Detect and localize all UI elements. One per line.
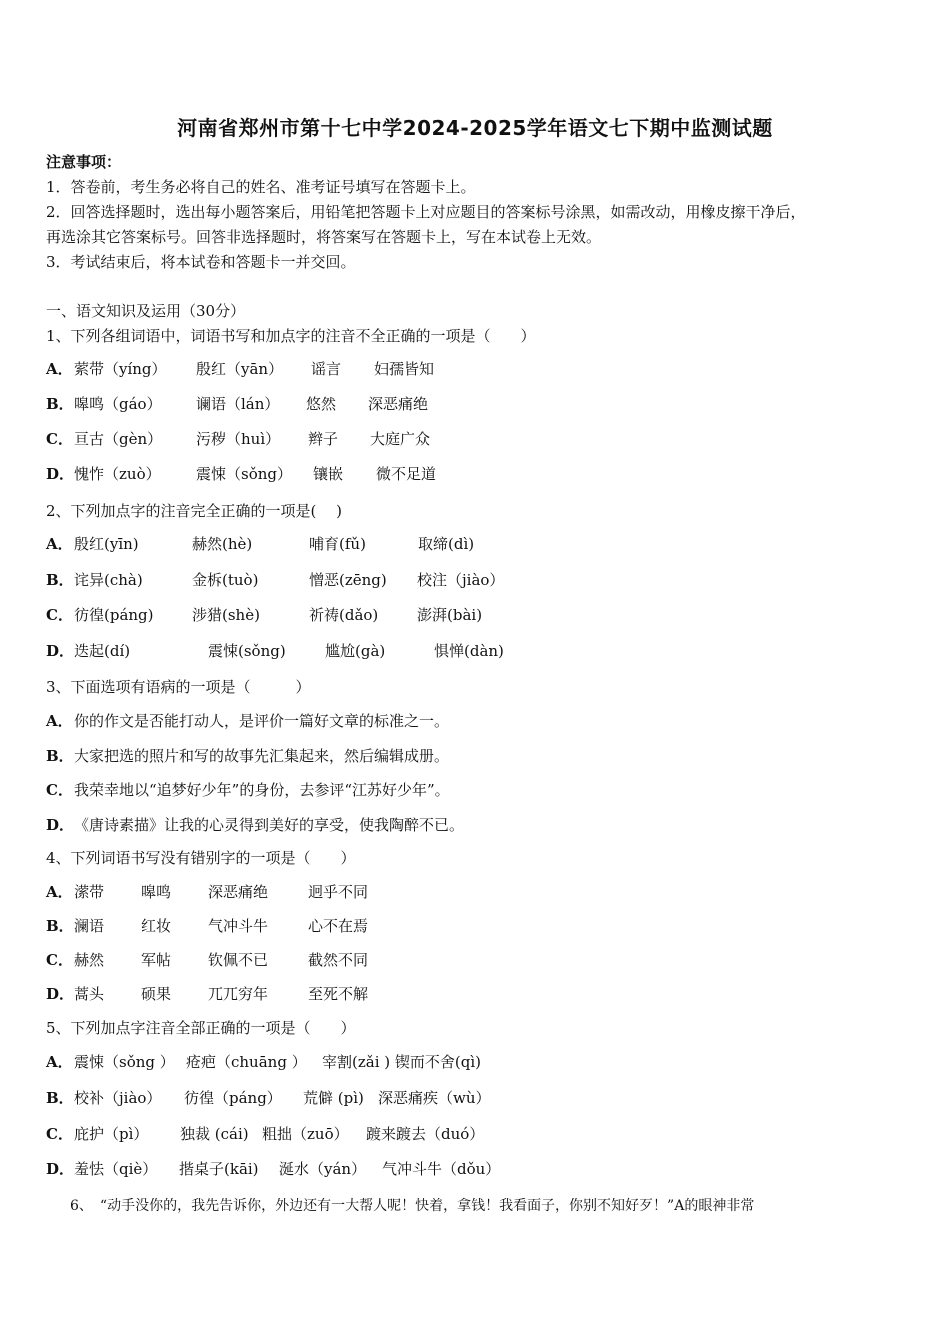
option-row [46,815,926,837]
option-row [46,916,926,938]
option-item: 军帖 [141,951,172,969]
option-item: 殷红（yān） [196,360,284,378]
option-item: 兀兀穷年 [208,985,269,1003]
option-item: 金柝(tuò) [192,571,259,589]
option-item: 涉猎(shè) [192,606,260,624]
option-item: 殷红(yīn) [74,535,139,553]
option-item: 校补（jiào） [74,1089,162,1107]
option-item: 你的作文是否能打动人，是评价一篇好文章的标准之一。 [74,712,450,730]
option-label: B． [46,747,74,765]
option-item: 深恶痛绝 [208,883,269,901]
option-item: 大家把选的照片和写的故事先汇集起来，然后编辑成册。 [74,747,450,765]
option-item: 辫子 [308,430,339,448]
question-stem: 2、下列加点字的注音完全正确的一项是( ) [46,502,343,520]
option-row [46,641,926,663]
option-item: 谰语（lán） [196,395,280,413]
option-item: 校注（jiào） [417,571,505,589]
option-label: C． [46,781,73,799]
option-item: 《唐诗素描》让我的心灵得到美好的享受，使我陶醉不已。 [74,816,465,834]
option-item: 至死不解 [308,985,369,1003]
option-row [46,1088,926,1110]
question-stem: 5、下列加点字注音全部正确的一项是（ ） [46,1019,356,1037]
option-label: A． [46,1053,73,1071]
option-item: 微不足道 [376,465,437,483]
option-item: 悠然 [306,395,337,413]
notes-heading: 注意事项： [46,153,122,171]
option-item: 心不在焉 [308,917,369,935]
option-item: 大庭广众 [370,430,431,448]
option-item: 揩桌子(kāi) [179,1160,259,1178]
option-item: 谣言 [311,360,342,378]
option-row [46,394,926,416]
option-row [46,534,926,556]
note-item: 2．回答选择题时，选出每小题答案后，用铅笔把答题卡上对应题目的答案标号涂黑，如需改动，用橡皮擦干净后， [46,203,806,221]
option-row [46,605,926,627]
option-item: 蒿头 [74,985,105,1003]
option-item: 取缔(dì) [418,535,475,553]
option-item: 独裁 (cái) [180,1125,249,1143]
option-row [46,570,926,592]
option-row [46,780,926,802]
question-stem: 1、下列各组词语中，词语书写和加点字的注音不全正确的一项是（ ） [46,327,536,345]
option-item: 硕果 [141,985,172,1003]
question-6-stem: 6、 “动手没你的，我先告诉你，外边还有一大帮人呢！快着，拿钱！我看面子，你别不知好歹！”A的眼神非常 [70,1198,755,1214]
option-item: 妇孺皆知 [374,360,435,378]
option-item: 潆带 [74,883,105,901]
option-item: 气冲斗牛 [208,917,269,935]
option-item: 深恶痛疾（wù） [378,1089,491,1107]
option-label: D． [46,465,75,483]
option-item: 嗥鸣（gáo） [74,395,162,413]
option-item: 羞怯（qiè） [74,1160,158,1178]
question-stem: 3、下面选项有语病的一项是（ ） [46,678,311,696]
option-item: 诧异(chà) [74,571,143,589]
note-item: 再选涂其它答案标号。回答非选择题时，将答案写在答题卡上，写在本试卷上无效。 [46,228,602,246]
option-label: B． [46,395,74,413]
option-item: 震悚（sǒng） [196,465,292,483]
option-label: C． [46,951,73,969]
option-label: C． [46,606,73,624]
option-row [46,429,926,451]
option-row [46,711,926,733]
option-item: 彷徨（páng） [184,1089,282,1107]
option-item: 钦佩不已 [208,951,269,969]
option-item: 澎湃(bài) [417,606,483,624]
option-item: 深恶痛绝 [368,395,429,413]
option-item: 哺育(fǔ) [309,535,366,553]
option-label: D． [46,816,75,834]
section-heading: 一、语文知识及运用（30分） [46,302,246,320]
option-row [46,1124,926,1146]
option-item: 震悚(sǒng) [208,642,286,660]
option-label: C． [46,430,73,448]
option-label: D． [46,642,75,660]
option-item: 庇护（pì） [74,1125,149,1143]
option-row [46,882,926,904]
option-label: D． [46,985,75,1003]
option-item: 嗥鸣 [141,883,172,901]
option-item: 迥乎不同 [308,883,369,901]
option-row [46,950,926,972]
option-item: 祈祷(dǎo) [309,606,379,624]
option-item: 污秽（huì） [196,430,281,448]
note-item: 1．答卷前，考生务必将自己的姓名、准考证号填写在答题卡上。 [46,178,476,196]
option-row [46,746,926,768]
option-row [46,1052,926,1074]
option-item: 涎水（yán） [279,1160,367,1178]
option-label: C． [46,1125,73,1143]
page-title: 河南省郑州市第十七中学2024-2025学年语文七下期中监测试题 [177,116,773,140]
option-item: 震悚（sǒng ） [74,1053,175,1071]
option-label: A． [46,712,73,730]
question-stem: 4、下列词语书写没有错别字的一项是（ ） [46,849,356,867]
option-item: 宰割(zǎi ) 锲而不舍(qì) [322,1053,481,1071]
option-item: 彷徨(páng) [74,606,154,624]
option-label: B． [46,571,74,589]
option-label: A． [46,535,73,553]
option-row [46,1159,926,1181]
option-item: 疮疤（chuāng ） [186,1053,307,1071]
option-item: 粗拙（zuō） [262,1125,349,1143]
option-item: 我荣幸地以“追梦好少年”的身份，去参评“江苏好少年”。 [74,781,450,799]
option-item: 澜语 [74,917,105,935]
option-item: 荒僻 (pì) [303,1089,364,1107]
option-item: 尴尬(gà) [325,642,386,660]
option-item: 镶嵌 [313,465,344,483]
option-item: 憎恶(zēng) [309,571,387,589]
option-item: 截然不同 [308,951,369,969]
option-label: A． [46,883,73,901]
option-item: 迭起(dí) [74,642,131,660]
option-label: A． [46,360,73,378]
option-label: B． [46,1089,74,1107]
option-item: 萦带（yíng） [74,360,167,378]
option-row [46,464,926,486]
option-item: 赫然 [74,951,105,969]
option-row [46,359,926,381]
option-item: 亘古（gèn） [74,430,163,448]
option-item: 气冲斗牛（dǒu） [382,1160,501,1178]
option-item: 赫然(hè) [192,535,253,553]
option-label: B． [46,917,74,935]
option-item: 惧惮(dàn) [434,642,504,660]
option-item: 踱来踱去（duó） [366,1125,485,1143]
option-item: 愧怍（zuò） [74,465,161,483]
option-label: D． [46,1160,75,1178]
note-item: 3．考试结束后，将本试卷和答题卡一并交回。 [46,253,356,271]
option-item: 红妆 [141,917,172,935]
option-row [46,984,926,1006]
